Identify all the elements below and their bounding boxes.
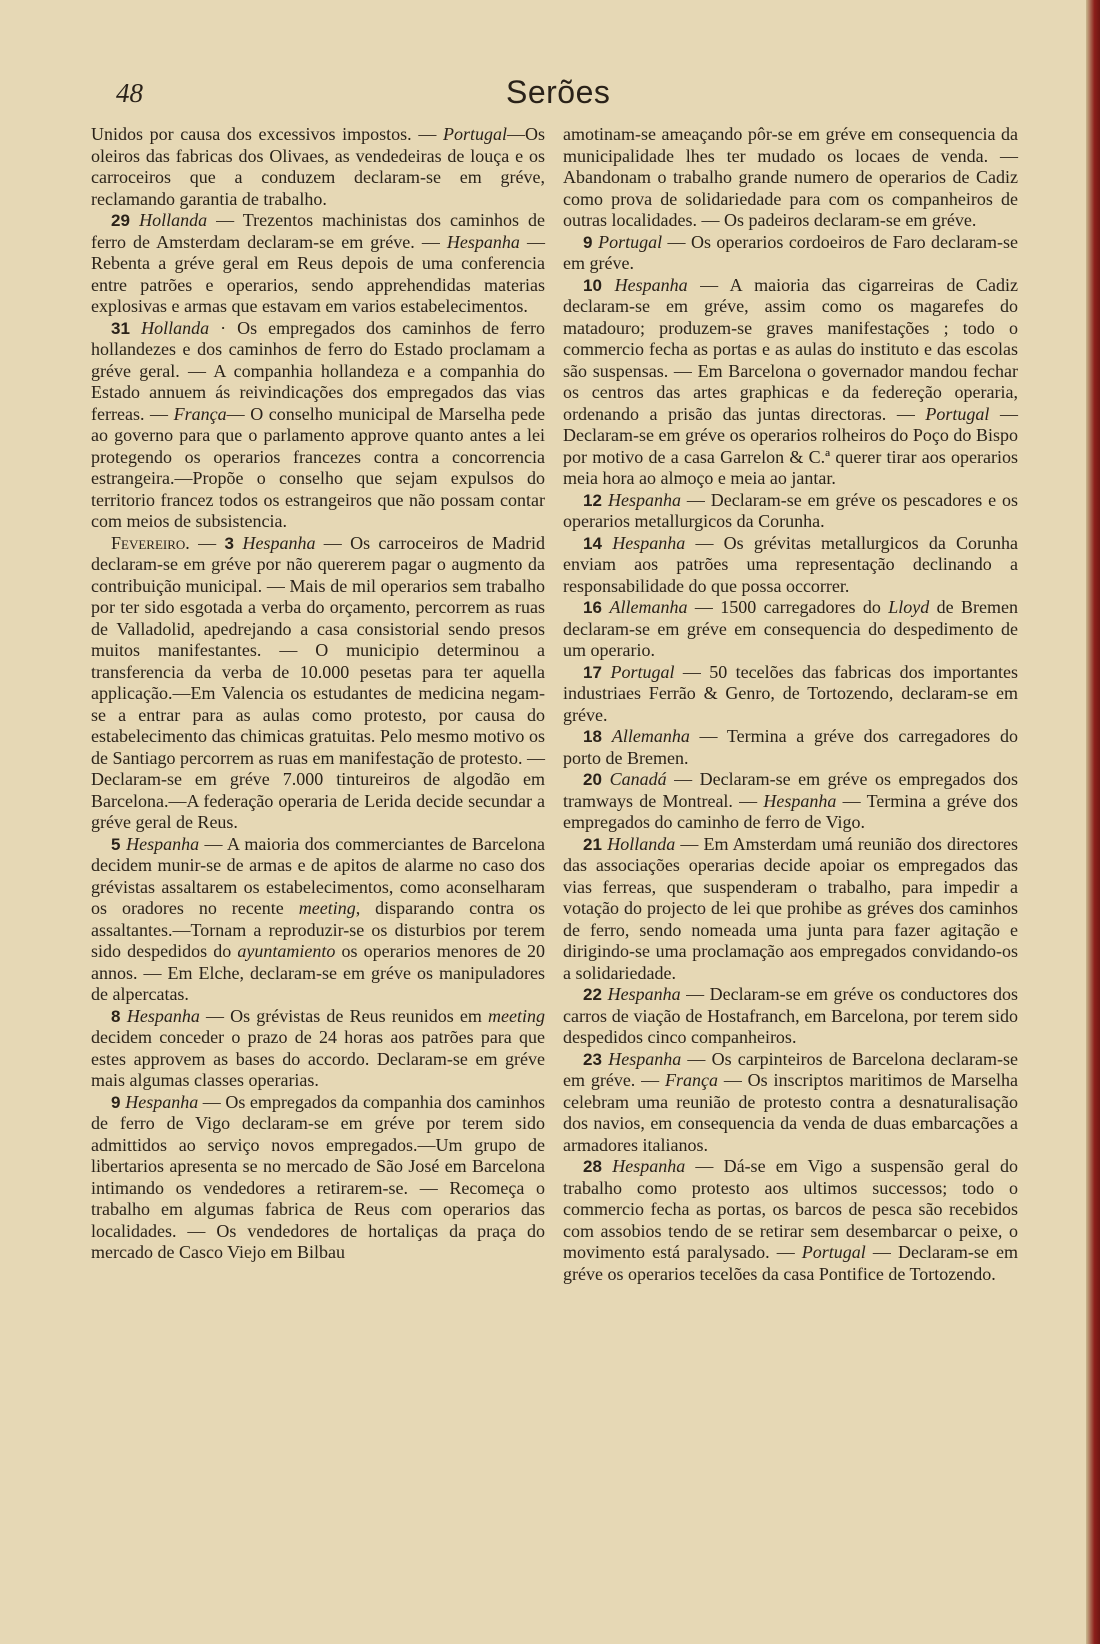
country-name: Hespanha [612, 532, 686, 553]
entry-text: — Declaram-se em gréve os operarios tecelões da casa Pontifice de Tortozendo. [563, 1242, 1018, 1284]
page-number: 48 [116, 78, 143, 108]
country-name: Allemanha [611, 726, 690, 746]
entry-text: — Os carroceiros de Madrid declaram-se em gréve por não quererem pagar o augmento da contribuição municipal. — Mais de mil operarios sem trabalho por ter sido esgotada a verba do orçamento, percorrem as ruas de Valladolid, apedrejando a casa consistorial sendo presos muitos manifestantes. — O municipio determinou a transferencia da verba de 10.000 pesetas para ter aquella applicação.—Em Valencia os estudantes de medicina negam-se a entrar para as aulas como protesto, por causa do estabelecimento das chimicas gratuitas. Pelo mesmo motivo os de Santiago percorrem as ruas em manifestação de protesto. — Declaram-se em gréve 7.000 tintureiros de algodão em Barcelona.—A federação operaria de Lerida decide secundar a gréve geral de Reus. [91, 532, 546, 832]
country-name: Portugal [598, 231, 663, 252]
country-name: ayuntamiento [237, 941, 336, 961]
country-name: Hespanha [614, 274, 688, 295]
entry-date: 17 [583, 662, 611, 682]
chronicle-entry [563, 232, 1018, 275]
country-name: França [173, 403, 227, 424]
entry-text: os operarios menores de 20 annos. — Em Elche, declaram-se em gréve os manipuladores de alpercatas. [91, 941, 545, 1004]
entry-text: — Em Amsterdam umá reunião dos directores das associações operarias decide apoiar os empregados das vias ferreas, que suspenderam o trabalho, para impedir a votação do projecto de lei que prohibe as gréves dos caminhos de ferro, sendo nomeada uma junta para fazer agitação e dirigindo-se uma proclamação aos empregados convidando-os a solidariedade. [563, 833, 1018, 983]
entry-date: 20 [583, 770, 610, 789]
country-name: Lloyd [888, 597, 930, 617]
entry-text: — Dá-se em Vigo a suspensão geral do trabalho como protesto aos ultimos successos; todo o commercio fecha as portas, os barcos de pesca são recebidos com assobios tendo de se retirar sem desembarcar o peixe, o movimento está paralysado. — [563, 1156, 1018, 1262]
entry-text: — Termina a gréve dos empregados do caminho de ferro de Vigo. [563, 790, 1018, 832]
entry-text: decidem conceder o prazo de 24 horas aos patrões para que estes approvem as bases do accordo. Declaram-se em gréve mais algumas classes operarias. [91, 1027, 545, 1090]
entry-date: 16 [583, 598, 610, 617]
entry-text: — 50 tecelões das fabricas dos importantes industriaes Ferrão & Genro, de Tortozendo, declaram-se em gréve. [563, 661, 1018, 725]
entry-text: — Trezentos machinistas dos caminhos de ferro de Amsterdam declaram-se em gréve. — [91, 210, 545, 252]
month-heading: Fevereiro [111, 532, 186, 553]
entry-date: 23 [583, 1049, 609, 1069]
chronicle-entry [563, 124, 1018, 232]
country-name: Hespanha [608, 1048, 682, 1069]
entry-text: — A maioria das cigarreiras de Cadiz declaram-se em gréve, assim como os magarefes do matadouro; produzem-se graves manifestações ; todo o commercio fecha as portas e as aulas do instituto e das escolas são suspensas. — Em Barcelona o governador mandou fechar os centros das artes graphicas e da federeção operaria, ordenando a prisão das juntas directoras. — [563, 274, 1019, 424]
chronicle-entry [563, 275, 1018, 490]
country-name: Hespanha [242, 532, 316, 553]
entry-text: — A maioria dos commerciantes de Barcelona decidem munir-se de armas e de apitos de alarme no caso dos grévistas assaltarem os estabelecimentos, como aconselharam os oradores no recente [91, 833, 545, 918]
chronicle-entry [563, 662, 1018, 727]
chronicle-entry [563, 1156, 1018, 1285]
entry-text: — Declaram-se em gréve os pescadores e os operarios metallurgicos da Corunha. [563, 489, 1018, 531]
entry-date: 9 [111, 1092, 126, 1112]
chronicle-entry [563, 834, 1018, 985]
chronicle-entry [91, 318, 545, 533]
chronicle-entry [563, 769, 1018, 834]
entry-date: 28 [583, 1157, 613, 1176]
entry-text: — Rebenta a gréve geral em Reus depois de uma conferencia entre patrões e operarios, sendo apprehendidas materias explosivas e armas que estavam em varios estabelecimentos. [91, 231, 546, 316]
entry-date: 31 [111, 318, 142, 338]
book-spine-edge [1086, 0, 1100, 1644]
country-name: Canadá [609, 769, 667, 789]
country-name: Portugal [801, 1242, 866, 1262]
entry-date: 10 [583, 275, 615, 295]
entry-date: 18 [583, 727, 612, 746]
entry-text: , disparando contra os assaltantes.—Tornam a reproduzir-se os disturbios por terem sido despedidos do [91, 898, 545, 961]
country-name: meeting [488, 1005, 545, 1026]
entry-date: 3 [224, 533, 243, 553]
entry-text: de Bremen declaram-se em gréve em consequencia do despedimento de um operario. [563, 597, 1018, 660]
entry-text: amotinam-se ameaçando pôr-se em gréve em consequencia da municipalidade lhes ter mudado os locaes de venda. — Abandonam o trabalho grande numero de operarios de Cadiz como prova de solidariedade para com os companheiros de outras localidades. — Os padeiros declaram-se em gréve. [563, 124, 1018, 230]
country-name: Hespanha [125, 1091, 199, 1112]
country-name: Hespanha [763, 790, 837, 811]
entry-date: 14 [583, 533, 613, 553]
chronicle-entry [91, 210, 545, 318]
country-name: Hollanda [141, 317, 210, 338]
country-name: Hespanha [612, 1156, 686, 1176]
chronicle-entry [91, 124, 545, 210]
country-name: Allemanha [609, 597, 688, 617]
entry-date: 12 [583, 490, 609, 510]
entry-text: . — [185, 532, 225, 553]
country-name: Hespanha [607, 984, 681, 1004]
chronicle-entry [91, 1092, 545, 1264]
chronicle-entry [91, 1006, 545, 1092]
chronicle-entry [91, 834, 545, 1006]
entry-date: 8 [111, 1006, 127, 1026]
chronicle-entry [563, 490, 1018, 533]
chronicle-entry [563, 984, 1018, 1049]
chronicle-entry [563, 1049, 1018, 1157]
entry-date: 29 [111, 211, 140, 230]
entry-text: — O conselho municipal de Marselha pede ao governo para que o parlamento approve quanto antes a lei protegendo os operarios francezes contra a concorrencia estrangeira.—Propõe o conselho que sejam expulsos do territorio francez todos os estrangeiros que não possam contar com meios de subsistencia. [91, 403, 545, 531]
entry-text: — Declaram-se em gréve os empregados dos tramways de Montreal. — [563, 769, 1018, 811]
entry-text: — Os operarios cordoeiros de Faro declaram-se em gréve. [563, 231, 1018, 273]
country-name: Hespanha [126, 833, 200, 854]
entry-text: — Os empregados da companhia dos caminhos de ferro de Vigo declaram-se em gréve por terem sido admittidos ao serviço novos empregados.—Um grupo de libertarios apresenta se no mercado de São José em Barcelona intimando os vendedores a retirarem-se. — Recomeça o trabalho em algumas fabrica de Reus com operarios das localidades. — Os vendedores de hortaliças da praça do mercado de Casco Viejo em Bilbau [91, 1091, 545, 1262]
entry-date: 5 [111, 834, 127, 854]
entry-text: — Declaram-se em gréve os conductores dos carros de viação de Hostafranch, em Barcelona, por terem sido despedidos cinco companheiros. [563, 984, 1018, 1047]
entry-text: · Os empregados dos caminhos de ferro hollandezes e dos caminhos de ferro do Estado proclamam a gréve geral. — A companhia hollandeza e a companhia do Estado annuem ás reivindicações dos empregados das vias ferreas. — [91, 317, 545, 424]
entry-text: — Declaram-se em gréve os operarios rolheiros do Poço do Bispo por motivo de a casa Garrelon & C.ª querer tirar aos operarios meia hora ao almoço e meia ao jantar. [563, 403, 1019, 488]
running-title: Serões [506, 74, 611, 110]
country-name: França [664, 1070, 718, 1090]
entry-text: — 1500 carregadores do [687, 597, 889, 617]
chronicle-entry [563, 726, 1018, 769]
left-text-column [91, 124, 545, 1264]
country-name: Portugal [442, 124, 507, 144]
country-name: Hespanha [608, 489, 682, 510]
country-name: Hollanda [607, 833, 676, 854]
entry-text: Unidos por causa dos excessivos impostos. — [91, 124, 443, 144]
chronicle-entry [563, 533, 1018, 598]
right-text-column [563, 124, 1018, 1285]
entry-text: — Os grévitas metallurgicos da Corunha enviam aos patrões uma representação declinando a responsabilidade do que possa occorrer. [563, 532, 1018, 596]
entry-text: — Os inscriptos maritimos de Marselha celebram uma reunião de protesto contra a desnaturalisação dos navios, em consequencia da venda de duas embarcações a armadores italianos. [563, 1070, 1018, 1155]
entry-text: — Termina a gréve dos carregadores do porto de Bremen. [563, 726, 1018, 768]
country-name: Portugal [925, 403, 990, 424]
country-name: Hespanha [446, 231, 520, 252]
country-name: Hespanha [126, 1005, 200, 1026]
entry-text: — Os carpinteiros de Barcelona declaram-se em gréve. — [563, 1048, 1018, 1090]
entry-date: 22 [583, 985, 608, 1004]
chronicle-entry [563, 597, 1018, 662]
country-name: meeting [298, 898, 356, 918]
entry-date: 9 [583, 232, 599, 252]
country-name: Hollanda [139, 210, 208, 230]
entry-text: —Os oleiros das fabricas dos Olivaes, as vendedeiras de louça e os carroceiros que a conduzem declaram-se em gréve, reclamando garantia de trabalho. [91, 124, 545, 209]
entry-text: — Os grévistas de Reus reunidos em [199, 1005, 489, 1026]
entry-date: 21 [583, 834, 608, 854]
country-name: Portugal [610, 661, 675, 682]
chronicle-entry [91, 533, 545, 834]
